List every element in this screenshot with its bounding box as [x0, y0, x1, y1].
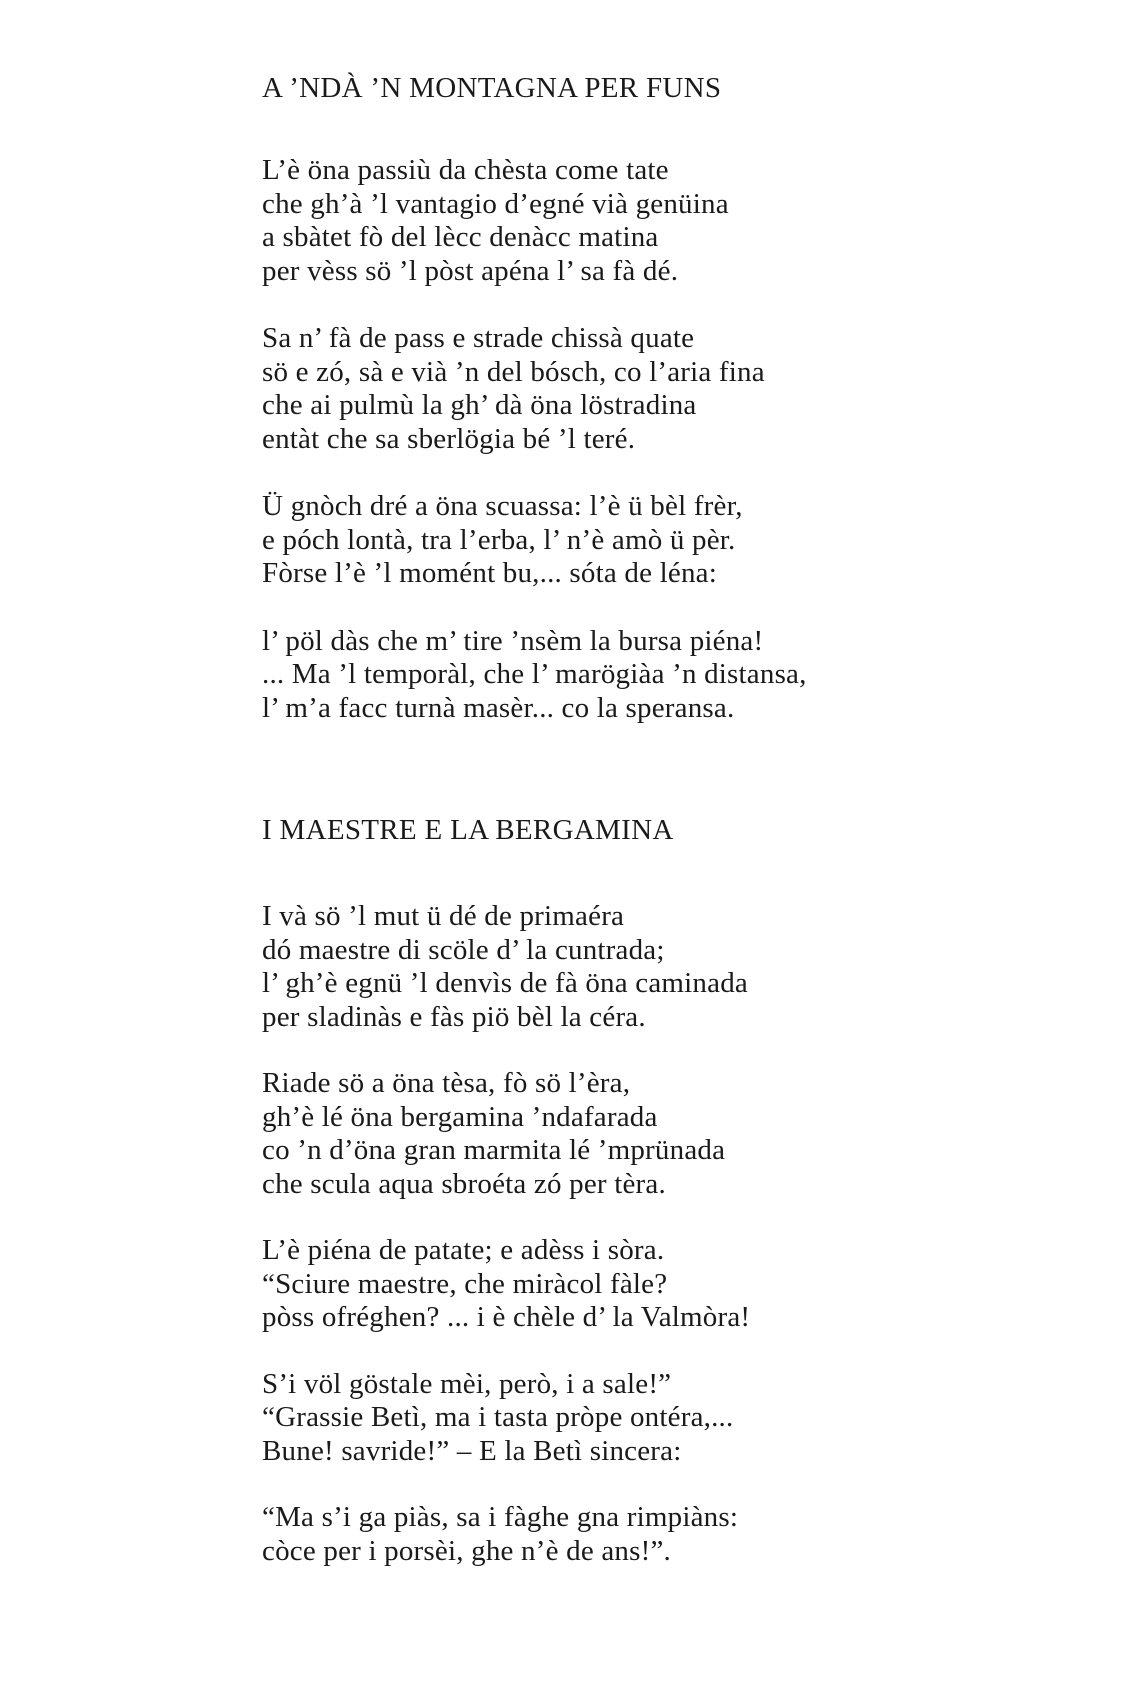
verse-line: “Sciure maestre, che miràcol fàle?	[262, 1267, 668, 1300]
verse-line: che gh’à ’l vantagio d’egné vià genüina	[262, 187, 729, 220]
poem-title: I MAESTRE E LA BERGAMINA	[262, 814, 674, 846]
verse-line: gh’è lé öna bergamina ’ndafarada	[262, 1100, 658, 1133]
poem-title: A ’NDÀ ’N MONTAGNA PER FUNS	[262, 72, 722, 104]
verse-line: I và sö ’l mut ü dé de primaéra	[262, 900, 625, 932]
stanza	[262, 900, 1082, 1034]
poem-a-nda-n-montagna	[262, 70, 1082, 759]
verse-line: sö e zó, sà e vià ’n del bósch, co l’aria fina	[262, 355, 765, 388]
stanza	[262, 322, 1082, 456]
verse-line: Riade sö a öna tèsa, fò sö l’èra,	[262, 1067, 631, 1099]
verse-line: còce per i porsèi, ghe n’è de ans!”.	[262, 1534, 671, 1567]
stanza	[262, 1501, 1082, 1568]
verse-line: “Ma s’i ga piàs, sa i fàghe gna rimpiàns:	[262, 1501, 739, 1533]
stanza	[262, 1234, 1082, 1335]
verse-line: che scula aqua sbroéta zó per tèra.	[262, 1167, 666, 1200]
verse-line: a sbàtet fò del lècc denàcc matina	[262, 221, 659, 253]
stanza	[262, 625, 1082, 726]
verse-line: S’i völ göstale mèi, però, i a sale!”	[262, 1367, 672, 1400]
verse-line: dó maestre di scöle d’ la cuntrada;	[262, 933, 665, 966]
verse-line: Bune! savride!” – E la Betì sincera:	[262, 1434, 682, 1467]
verse-line: ... Ma ’l temporàl, che l’ marögiàa ’n distansa,	[262, 658, 807, 690]
verse-line: co ’n d’öna gran marmita lé ’mprünada	[262, 1134, 726, 1166]
verse-line: l’ gh’è egnü ’l denvìs de fà öna caminada	[262, 967, 748, 999]
verse-line: “Grassie Betì, ma i tasta pròpe ontéra,...	[262, 1401, 734, 1433]
stanza	[262, 490, 1082, 591]
verse-line: Ü gnòch dré a öna scuassa: l’è ü bèl frèr,	[262, 490, 743, 522]
verse-line: l’ pöl dàs che m’ tire ’nsèm la bursa piéna!	[262, 624, 764, 657]
verse-line: L’è öna passiù da chèsta come tate	[262, 154, 669, 186]
verse-line: Fòrse l’è ’l momént bu,... sóta de léna:	[262, 557, 717, 589]
verse-line: entàt che sa sberlögia bé ’l teré.	[262, 422, 636, 455]
verse-line: per vèss sö ’l pòst apéna l’ sa fà dé.	[262, 254, 679, 287]
verse-line: pòss ofréghen? ... i è chèle d’ la Valmòra!	[262, 1301, 751, 1333]
verse-line: l’ m’a facc turnà masèr... co la speransa.	[262, 691, 735, 724]
stanza	[262, 1368, 1082, 1469]
stanza	[262, 1067, 1082, 1201]
stanza	[262, 154, 1082, 288]
poem-i-maestre-e-la-bergamina	[262, 812, 1082, 1601]
verse-line: per sladinàs e fàs piö bèl la céra.	[262, 1000, 646, 1033]
verse-line: L’è piéna de patate; e adèss i sòra.	[262, 1234, 665, 1266]
verse-line: Sa n’ fà de pass e strade chissà quate	[262, 322, 695, 354]
verse-line: e póch lontà, tra l’erba, l’ n’è amò ü pèr.	[262, 523, 736, 556]
verse-line: che ai pulmù la gh’ dà öna löstradina	[262, 389, 697, 421]
